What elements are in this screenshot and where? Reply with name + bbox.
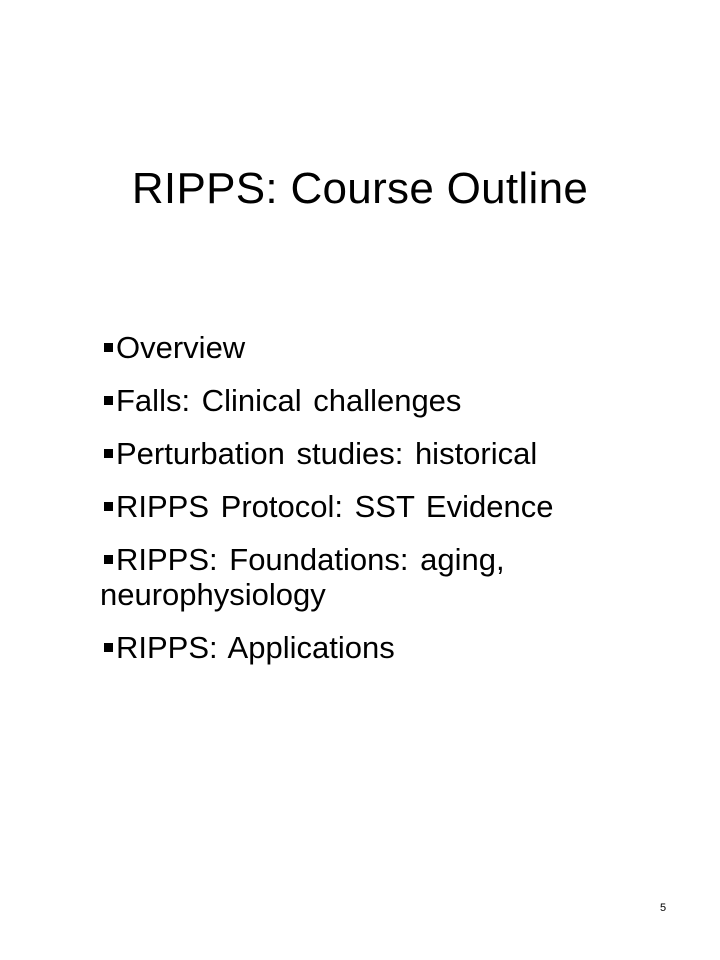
outline-item-label: Perturbation studies: historical [116,436,538,471]
page-number: 5 [660,902,667,914]
square-bullet-icon [104,643,113,652]
outline-list [100,330,660,683]
outline-item-label: RIPPS: Applications [116,630,395,665]
square-bullet-icon [104,343,113,352]
outline-item-label: Falls: Clinical challenges [116,383,462,418]
outline-item-label: RIPPS: Foundations: aging, neurophysiology [100,542,505,612]
outline-item-foundations [100,542,660,612]
square-bullet-icon [104,396,113,405]
outline-item-protocol [100,489,660,524]
square-bullet-icon [104,502,113,511]
outline-item-applications [100,630,660,665]
outline-item-label: RIPPS Protocol: SST Evidence [116,489,554,524]
square-bullet-icon [104,449,113,458]
outline-item-label: Overview [116,330,246,365]
square-bullet-icon [104,555,113,564]
outline-item-perturbation [100,436,660,471]
outline-item-falls [100,383,660,418]
outline-item-overview [100,330,660,365]
slide-title: RIPPS: Course Outline [131,164,589,213]
